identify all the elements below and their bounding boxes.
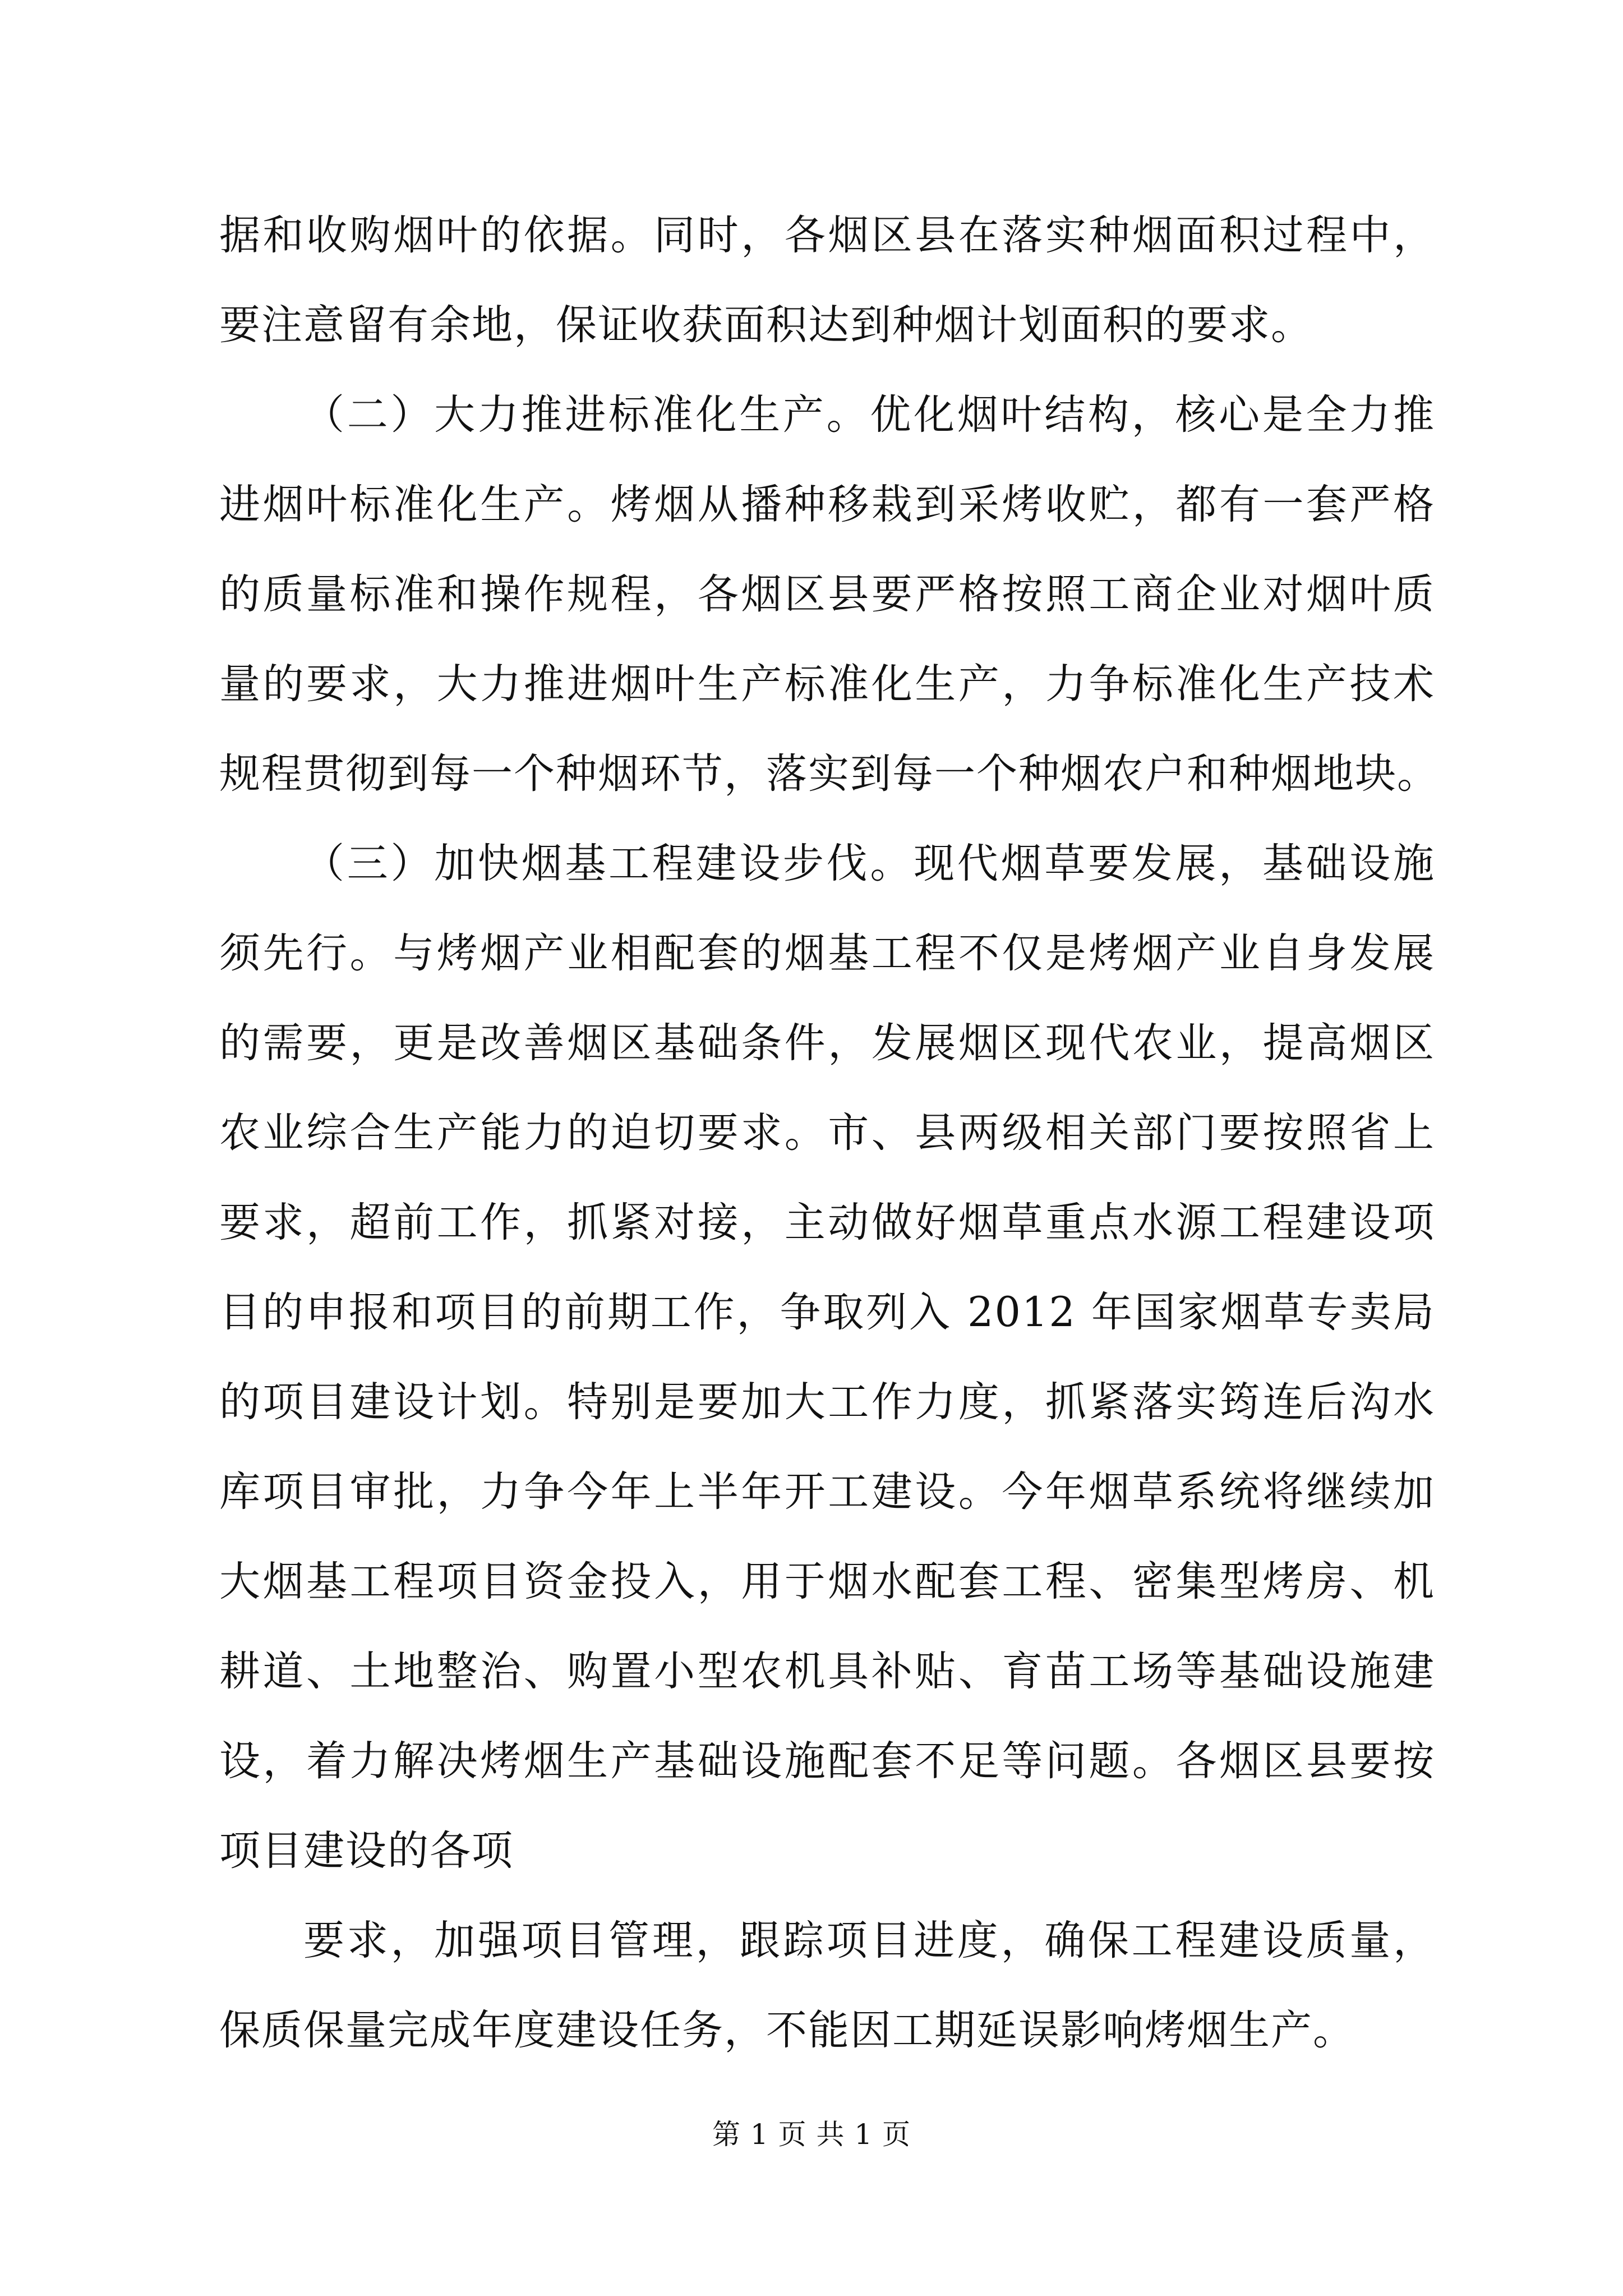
text-line: 规程贯彻到每一个种烟环节，落实到每一个种烟农户和种烟地块。	[219, 750, 1439, 798]
text-line: 要求，超前工作，抓紧对接，主动做好烟草重点水源工程建设项	[219, 1199, 1435, 1246]
text-line: 目的申报和项目的前期工作，争取列入 2012 年国家烟草专卖局	[219, 1289, 1435, 1336]
text-line: （三）加快烟基工程建设步伐。现代烟草要发展，基础设施	[303, 840, 1435, 887]
text-line: 的需要，更是改善烟区基础条件，发展烟区现代农业，提高烟区	[219, 1019, 1435, 1067]
text-line: 要注意留有余地，保证收获面积达到种烟计划面积的要求。	[219, 301, 1313, 349]
text-line: （二）大力推进标准化生产。优化烟叶结构，核心是全力推	[303, 391, 1435, 439]
document-body	[219, 191, 1439, 2076]
text-line: 量的要求，大力推进烟叶生产标准化生产，力争标准化生产技术	[219, 660, 1435, 708]
text-line: 项目建设的各项	[219, 1827, 514, 1875]
text-line: 的项目建设计划。特别是要加大工作力度，抓紧落实筠连后沟水	[219, 1378, 1435, 1426]
text-line: 保质保量完成年度建设任务，不能因工期延误影响烤烟生产。	[219, 2007, 1355, 2054]
text-line: 的质量标准和操作规程，各烟区县要严格按照工商企业对烟叶质	[219, 570, 1435, 618]
page-number-label: 第 1 页 共 1 页	[712, 2118, 911, 2151]
text-line: 进烟叶标准化生产。烤烟从播种移栽到采烤收贮，都有一套严格	[219, 481, 1435, 528]
text-line: 大烟基工程项目资金投入，用于烟水配套工程、密集型烤房、机	[219, 1558, 1435, 1605]
text-line: 据和收购烟叶的依据。同时，各烟区县在落实种烟面积过程中，	[219, 211, 1435, 259]
text-line: 库项目审批，力争今年上半年开工建设。今年烟草系统将继续加	[219, 1468, 1435, 1516]
text-line: 设，着力解决烤烟生产基础设施配套不足等问题。各烟区县要按	[219, 1737, 1435, 1785]
text-line: 农业综合生产能力的迫切要求。市、县两级相关部门要按照省上	[219, 1109, 1435, 1157]
text-line: 要求，加强项目管理，跟踪项目进度，确保工程建设质量，	[303, 1917, 1435, 1964]
text-line: 须先行。与烤烟产业相配套的烟基工程不仅是烤烟产业自身发展	[219, 930, 1435, 977]
page-footer	[0, 2115, 1623, 2154]
text-line: 耕道、土地整治、购置小型农机具补贴、育苗工场等基础设施建	[219, 1648, 1435, 1695]
